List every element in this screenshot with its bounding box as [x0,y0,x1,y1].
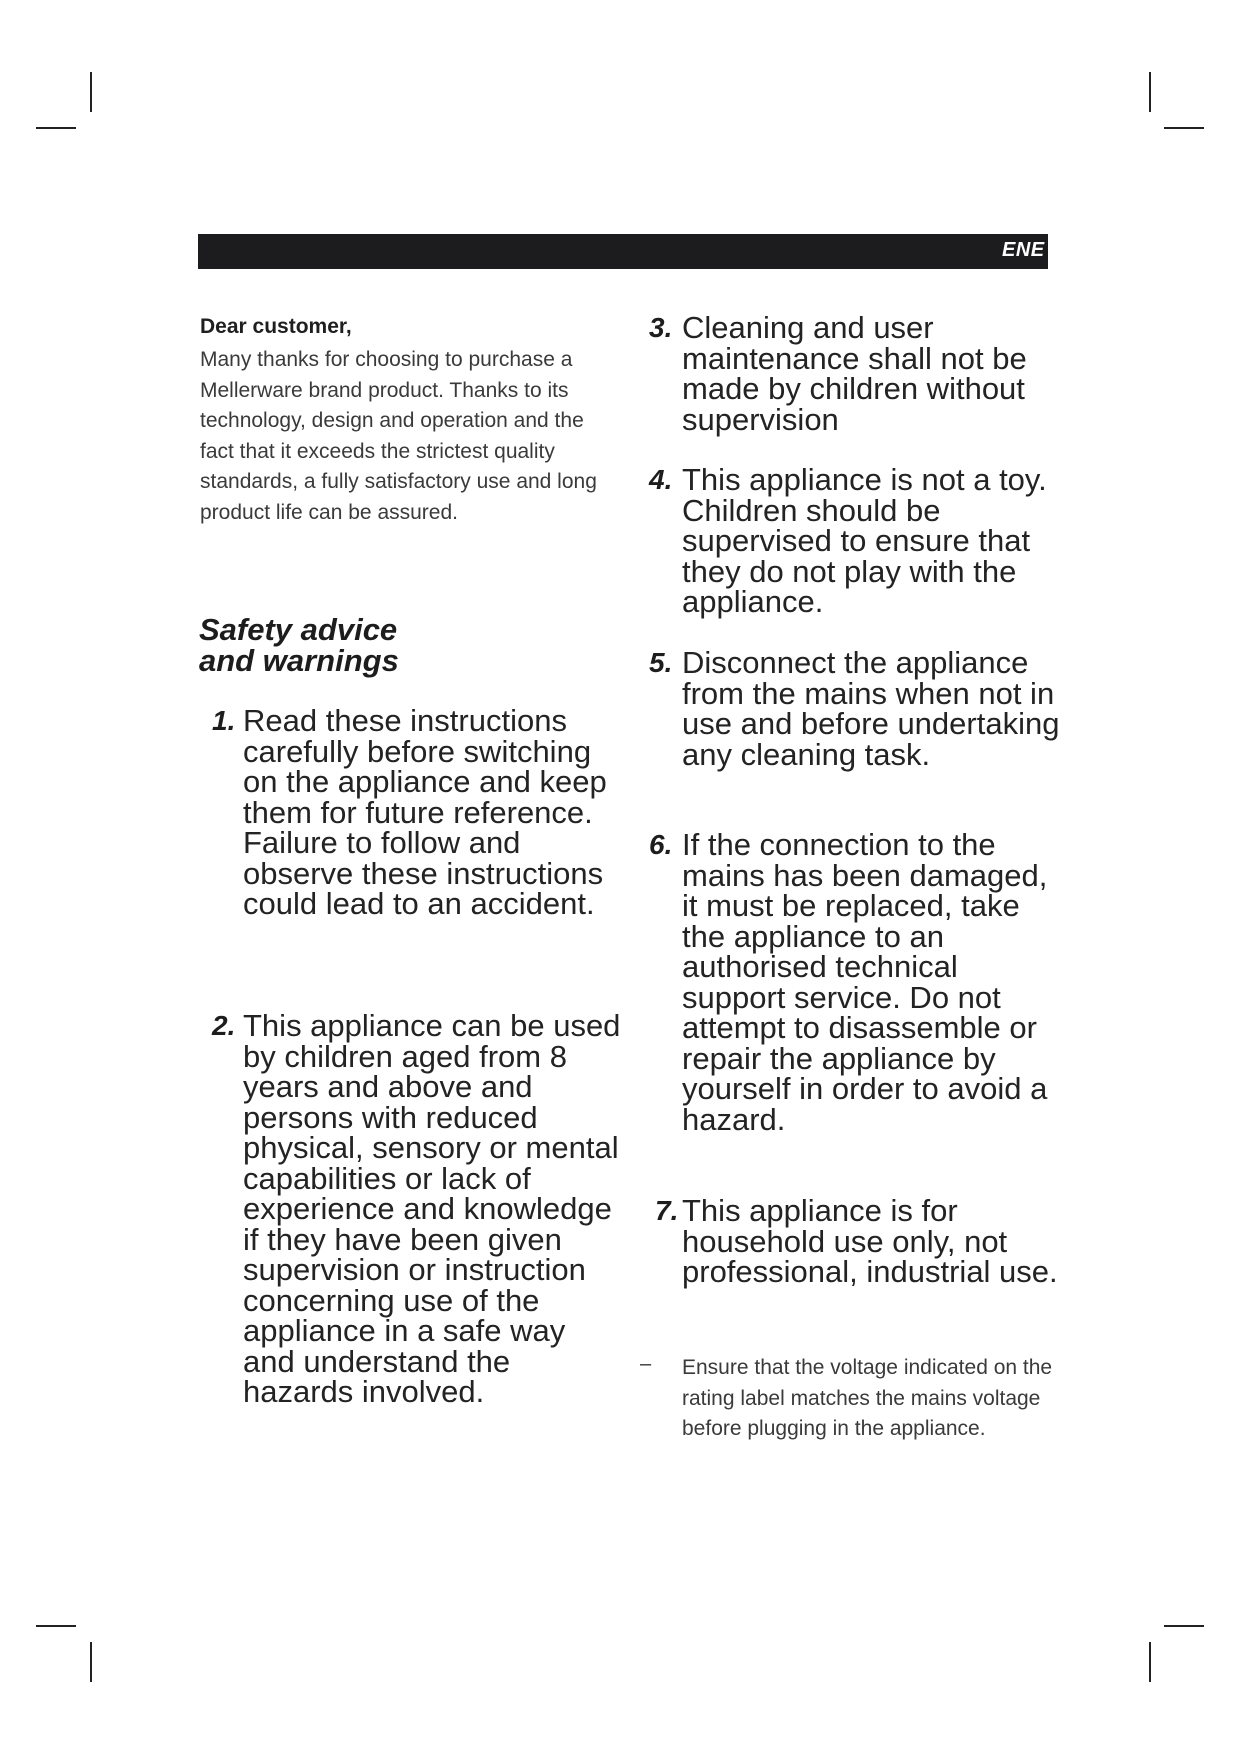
item-text: This appliance is for household use only, not professional, industrial use. [682,1193,1058,1289]
dash-marker: – [640,1353,652,1375]
safety-item-6 [649,827,1062,1137]
crop-mark-top-left-horizontal [36,127,76,129]
item-text: Read these instructions carefully before switching on the appliance and keep them for future reference. Failure to follow and observe these instructions could lead to an accident. [243,703,607,921]
header-bar [198,234,1048,269]
crop-mark-bottom-left-vertical [90,1642,92,1682]
item-number: 7. [655,1195,679,1226]
item-number: 5. [649,647,673,678]
section-title-line-1: Safety advice [199,612,398,647]
language-label: ENE [1002,239,1045,261]
item-number: 3. [649,312,673,343]
item-number: 2. [212,1010,236,1041]
crop-mark-top-right-horizontal [1164,127,1204,129]
item-text: Disconnect the appliance from the mains when not in use and before undertaking any cleaning task. [682,645,1060,772]
crop-mark-bottom-right-vertical [1149,1642,1151,1682]
safety-item-4 [649,462,1062,619]
note-text: Ensure that the voltage indicated on the rating label matches the mains voltage before plugging in the appliance. [682,1356,1053,1440]
item-number: 4. [649,464,673,495]
section-title [199,614,399,676]
intro-block [200,315,610,528]
safety-item-3 [649,310,1062,437]
item-number: 1. [212,705,236,736]
crop-mark-bottom-right-horizontal [1164,1625,1204,1627]
item-number: 6. [649,829,673,860]
item-text: If the connection to the mains has been damaged, it must be replaced, take the appliance to an authorised technical support service. Do not attempt to disassemble or repair the appliance by yourself in order to avoid a hazard. [682,827,1048,1137]
item-text: This appliance can be used by children aged from 8 years and above and persons with reduced physical, sensory or mental capabilities or lack of experience and knowledge if they have been given supervision or instruction concerning use of the appliance in a safe way and understand the hazards involved. [243,1008,621,1409]
safety-item-1 [212,703,623,921]
voltage-note [640,1353,1054,1445]
item-text: Cleaning and user maintenance shall not be made by children without supervision [682,310,1027,437]
safety-item-2 [212,1008,623,1409]
intro-paragraph: Many thanks for choosing to purchase a Mellerware brand product. Thanks to its technology, design and operation and the fact that it exceeds the strictest quality standards, a fully satisfactory use and long product life can be assured. [200,348,597,524]
greeting: Dear customer, [200,315,352,338]
section-title-line-2: and warnings [199,643,399,678]
safety-item-7 [655,1193,1062,1289]
crop-mark-top-right-vertical [1149,72,1151,112]
crop-mark-bottom-left-horizontal [36,1625,76,1627]
safety-item-5 [649,645,1062,772]
item-text: This appliance is not a toy. Children should be supervised to ensure that they do not play with the appliance. [682,462,1047,619]
crop-mark-top-left-vertical [90,72,92,112]
